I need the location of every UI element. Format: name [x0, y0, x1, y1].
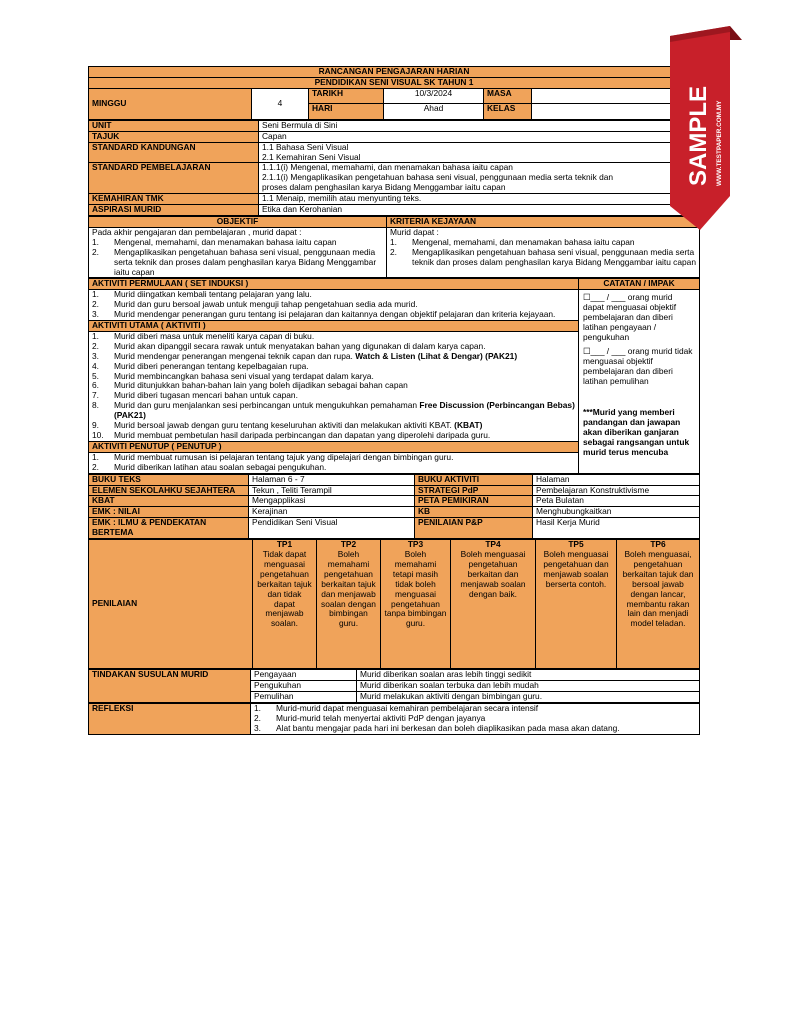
activities-table: [88, 278, 700, 473]
buku-aktiviti-value: Halaman: [533, 474, 700, 485]
tindakan-text: Murid diberikan soalan terbuka dan lebih mudah: [357, 680, 700, 691]
standard-pembelajaran-value: [259, 163, 700, 194]
tp-level: TP6: [650, 539, 666, 550]
kriteria-intro: Murid dapat :: [390, 226, 439, 237]
tindakan-type: Pemulihan: [251, 691, 357, 702]
list-item: [390, 248, 696, 268]
item-number: 1.: [92, 330, 99, 341]
kb-label: KB: [415, 507, 533, 518]
tp-level: TP4: [485, 539, 501, 550]
item-number: 6.: [92, 380, 99, 391]
tp-description: Boleh menguasai, pengetahuan berkaitan tajuk dan bersoal jawab dengan lancar, membantu rakan lain dan menjadi model teladan.: [622, 548, 694, 629]
catatan-line-1: ☐___ / ___ orang murid dapat menguasai objektif pembelajaran dan diberi latihan pengayaan / pengukuhan: [583, 292, 677, 342]
item-number: 4.: [92, 360, 99, 371]
item-text-plain: Murid dan guru menjalankan sesi perbincangan untuk mengukuhkan pemahaman: [114, 400, 420, 411]
masa-label: MASA: [484, 88, 532, 104]
penilaian-pp-label: PENILAIAN P&P: [415, 518, 533, 539]
item-number: 3.: [254, 722, 261, 733]
tp-level: TP1: [276, 539, 293, 550]
permulaan-list: [92, 290, 575, 320]
item-text-plain: Murid diberi masa untuk meneliti karya capan di buku.: [114, 330, 315, 341]
item-text: Mengenal, memahami, dan menamakan bahasa iaitu capan: [114, 236, 337, 247]
list-item: [92, 463, 575, 473]
kriteria-list: [390, 238, 696, 268]
aspirasi-murid-value: Etika dan Kerohanian: [259, 205, 700, 216]
refleksi-list: [254, 704, 696, 734]
kemahiran-tmk-label: KEMAHIRAN TMK: [89, 194, 259, 205]
tp-description: Boleh memahami pengetahuan berkaitan tajuk dan menjawab soalan dengan bimbingan guru.: [321, 548, 376, 629]
buku-aktiviti-label: BUKU AKTIVITI: [415, 474, 533, 485]
emk-nilai-value: Kerajinan: [249, 507, 415, 518]
item-number: 1.: [92, 236, 99, 247]
penutup-heading: AKTIVITI PENUTUP ( PENUTUP ): [89, 441, 579, 452]
list-item: [92, 248, 383, 278]
item-number: 7.: [92, 390, 99, 401]
tp-cell: [617, 540, 700, 669]
objektif-table: [88, 216, 700, 278]
refleksi-label: REFLEKSI: [89, 703, 251, 734]
catatan-note: ***Murid yang memberi pandangan dan jawapan akan diberikan ganjaran sebagai rangsangan untuk murid terus mencuba: [583, 407, 690, 458]
tindakan-label: TINDAKAN SUSULAN MURID: [89, 670, 251, 703]
item-text: Alat bantu mengajar pada hari ini berkesan dan boleh diaplikasikan pada masa akan datang.: [276, 722, 620, 733]
tp-description: Boleh menguasai pengetahuan dan menjawab soalan berserta contoh.: [543, 548, 609, 589]
item-text: Murid-murid dapat menguasai kemahiran pembelajaran secara intensif: [276, 702, 539, 713]
peta-pemikiran-label: PETA PEMIKIRAN: [415, 496, 533, 507]
catatan-content: [579, 290, 700, 473]
item-text: [114, 431, 490, 441]
aspirasi-murid-label: ASPIRASI MURID: [89, 205, 259, 216]
document-title: RANCANGAN PENGAJARAN HARIAN: [89, 67, 700, 78]
tp-cell: [451, 540, 536, 669]
text-line: 1.1.1(i) Mengenal, memahami, dan menamakan bahasa iaitu capan: [262, 162, 513, 173]
tp-description: Boleh menguasai pengetahuan berkaitan dan menjawab soalan dengan baik.: [460, 548, 526, 599]
penilaian-pp-value: Hasil Kerja Murid: [533, 518, 700, 539]
item-number: 9.: [92, 420, 99, 431]
list-item: [92, 310, 575, 320]
elemen-sekolahku-label: ELEMEN SEKOLAHKU SEJAHTERA: [89, 485, 249, 496]
minggu-label: MINGGU: [89, 88, 252, 119]
item-text-plain: Murid membincangkan bahasa seni visual yang terdapat dalam karya.: [114, 370, 374, 381]
text-line: 1.1 Bahasa Seni Visual: [262, 141, 349, 152]
kbat-value: Mengapplikasi: [249, 496, 415, 507]
item-text: Murid diberikan latihan atau soalan sebagai pengukuhan.: [114, 461, 327, 472]
item-text-plain: Murid bersoal jawab dengan guru tentang keseluruhan aktiviti dan melakukan aktiviti KBAT.: [114, 420, 455, 431]
objektif-content: [89, 227, 387, 278]
ribbon-url-text: WWW.TESTPAPER.COM.MY: [716, 100, 723, 186]
item-text-bold: Watch & Listen (Lihat & Dengar) (PAK21): [355, 350, 518, 361]
header-table: [88, 66, 700, 120]
item-number: 8.: [92, 400, 99, 411]
tindakan-table: [88, 669, 700, 703]
tindakan-type: Pengayaan: [251, 670, 357, 681]
item-number: 1.: [92, 451, 99, 462]
objektif-heading: OBJEKTIF: [89, 216, 387, 227]
penutup-list: [92, 453, 575, 473]
utama-heading: AKTIVITI UTAMA ( AKTIVITI ): [89, 321, 579, 332]
text-line: proses dalam penghasilan karya Bidang Menggambar iaitu capan: [262, 182, 506, 193]
permulaan-heading: AKTIVITI PERMULAAN ( SET INDUKSI ): [89, 279, 579, 290]
hari-label: HARI: [309, 104, 384, 120]
item-number: 2.: [92, 246, 99, 257]
item-text-plain: Murid mendengar penerangan mengenai teknik capan dan rupa.: [114, 350, 356, 361]
ribbon-main-text: SAMPLE: [685, 85, 712, 186]
tindakan-text: Murid diberikan soalan aras lebih tinggi sedikit: [357, 670, 700, 681]
penilaian-label: PENILAIAN: [89, 540, 253, 669]
item-number: 2.: [92, 299, 99, 310]
standard-pembelajaran-label: STANDARD PEMBELAJARAN: [89, 163, 259, 194]
refleksi-table: [88, 703, 700, 735]
list-item: [92, 401, 575, 421]
item-number: 1.: [390, 236, 397, 247]
utama-list: [92, 332, 575, 441]
item-text-bold: (KBAT): [454, 420, 483, 431]
permulaan-content: [89, 290, 579, 321]
list-item: [92, 431, 575, 441]
tp-cell: [536, 540, 617, 669]
objektif-intro: Pada akhir pengajaran dan pembelajaran , murid dapat :: [92, 226, 302, 237]
item-text: Murid mendengar penerangan guru tentang isi pelajaran dan kaitannya dengan objektif pelajaran dan kriteria kejayaan.: [114, 309, 556, 320]
item-number: 3.: [92, 309, 99, 320]
catatan-line-2: ☐___ / ___ orang murid tidak menguasai objektif pembelajaran dan diberi latihan pemulihan: [583, 345, 693, 386]
penilaian-table: [88, 539, 700, 669]
emk-ilmu-label: EMK : ILMU & PENDEKATAN BERTEMA: [89, 518, 249, 539]
penutup-content: [89, 452, 579, 473]
tp-description: Boleh memahami tetapi masih tidak boleh menguasai pengetahuan tanpa bimbingan guru.: [384, 548, 447, 629]
item-number: 1.: [92, 289, 99, 300]
item-number: 2.: [254, 712, 261, 723]
item-text-bold: Free Discussion (Perbincangan Bebas) (PAK21): [114, 400, 575, 421]
item-text: Murid diingatkan kembali tentang pelajaran yang lalu.: [114, 289, 312, 300]
item-text: Murid membuat rumusan isi pelajaran tentang tajuk yang dipelajari dengan bimbingan guru.: [114, 451, 454, 462]
tajuk-label: TAJUK: [89, 131, 259, 142]
lesson-plan-document: [88, 66, 700, 735]
item-text-plain: Murid akan dipanggil secara rawak untuk menyatakan bahan yang digunakan di dalam karya capan.: [114, 340, 486, 351]
info-table: [88, 120, 700, 216]
item-number: 5.: [92, 370, 99, 381]
emk-ilmu-value: Pendidikan Seni Visual: [249, 518, 415, 539]
item-text-plain: Murid ditunjukkan bahan-bahan lain yang boleh dijadikan sebagai bahan capan: [114, 380, 408, 391]
tindakan-type: Pengukuhan: [251, 680, 357, 691]
buku-teks-label: BUKU TEKS: [89, 474, 249, 485]
item-number: 2.: [92, 340, 99, 351]
sample-ribbon-watermark: [662, 26, 742, 230]
item-number: 3.: [92, 350, 99, 361]
standard-kandungan-value: [259, 142, 700, 163]
text-line: 2.1.1(i) Mengaplikasikan pengetahuan bahasa seni visual, penggunaan media serta teknik dan: [262, 172, 614, 183]
item-text-plain: Murid diberi penerangan tentang kepelbagaian rupa.: [114, 360, 309, 371]
standard-kandungan-label: STANDARD KANDUNGAN: [89, 142, 259, 163]
utama-content: [89, 331, 579, 441]
tarikh-value: 10/3/2024: [384, 88, 484, 104]
strategi-pdp-label: STRATEGI PdP: [415, 485, 533, 496]
elemen-sekolahku-value: Tekun , Teliti Terampil: [249, 485, 415, 496]
item-number: 10.: [92, 430, 104, 440]
list-item: [254, 724, 696, 734]
hari-value: Ahad: [384, 104, 484, 120]
tp-level: TP3: [407, 539, 424, 550]
tp-cell: [381, 540, 451, 669]
kelas-label: KELAS: [484, 104, 532, 120]
details-table: [88, 474, 700, 539]
kb-value: Menghubungkaitkan: [533, 507, 700, 518]
tp-level: TP5: [568, 539, 584, 550]
item-number: 2.: [92, 461, 99, 472]
catatan-heading: CATATAN / IMPAK: [579, 279, 700, 290]
kemahiran-tmk-value: 1.1 Menaip, memilih atau menyunting teks.: [259, 194, 700, 205]
tarikh-label: TARIKH: [309, 88, 384, 104]
emk-nilai-label: EMK : NILAI: [89, 507, 249, 518]
item-text-plain: Murid diberi tugasan mencari bahan untuk capan.: [114, 390, 298, 401]
item-number: 1.: [254, 702, 261, 713]
item-text: Mengaplikasikan pengetahuan bahasa seni visual, penggunaan media serta teknik dan proses dalam penghasilan karya Bidang Menggambar iaitu capan: [412, 246, 696, 267]
buku-teks-value: Halaman 6 - 7: [249, 474, 415, 485]
unit-label: UNIT: [89, 120, 259, 131]
kriteria-heading: KRITERIA KEJAYAAN: [387, 216, 700, 227]
item-text: Murid dan guru bersoal jawab untuk menguji tahap pengetahuan sedia ada murid.: [114, 299, 418, 310]
kbat-label: KBAT: [89, 496, 249, 507]
item-text: Mengenal, memahami, dan menamakan bahasa iaitu capan: [412, 236, 635, 247]
tp-level: TP2: [340, 539, 357, 550]
item-text: [114, 401, 575, 421]
unit-value: Seni Bermula di Sini: [259, 120, 700, 131]
strategi-pdp-value: Pembelajaran Konstruktivisme: [533, 485, 700, 496]
peta-pemikiran-value: Peta Bulatan: [533, 496, 700, 507]
tp-description: Tidak dapat menguasai pengetahuan berkaitan tajuk dan tidak dapat menjawab soalan.: [257, 548, 312, 629]
item-text: Mengaplikasikan pengetahuan bahasa seni visual, penggunaan media serta teknik dan proses dalam penghasilan karya Bidang Menggambar iaitu capan: [114, 246, 377, 277]
tindakan-text: Murid melakukan aktiviti dengan bimbingan guru.: [357, 691, 700, 702]
text-line: 2.1 Kemahiran Seni Visual: [262, 151, 361, 162]
item-number: 2.: [390, 246, 397, 257]
kriteria-content: [387, 227, 700, 278]
item-text: Murid-murid telah menyertai aktiviti PdP dengan jayanya: [276, 712, 486, 723]
tp-cell: [253, 540, 317, 669]
refleksi-content: [251, 703, 700, 734]
document-subtitle: PENDIDIKAN SENI VISUAL SK TAHUN 1: [89, 77, 700, 88]
minggu-value: 4: [252, 88, 309, 119]
tp-cell: [317, 540, 381, 669]
tajuk-value: Capan: [259, 131, 700, 142]
objektif-list: [92, 238, 383, 278]
item-text-plain: Murid membuat pembetulan hasil daripada perbincangan dan dapatan yang diperolehi daripada guru.: [114, 430, 491, 440]
